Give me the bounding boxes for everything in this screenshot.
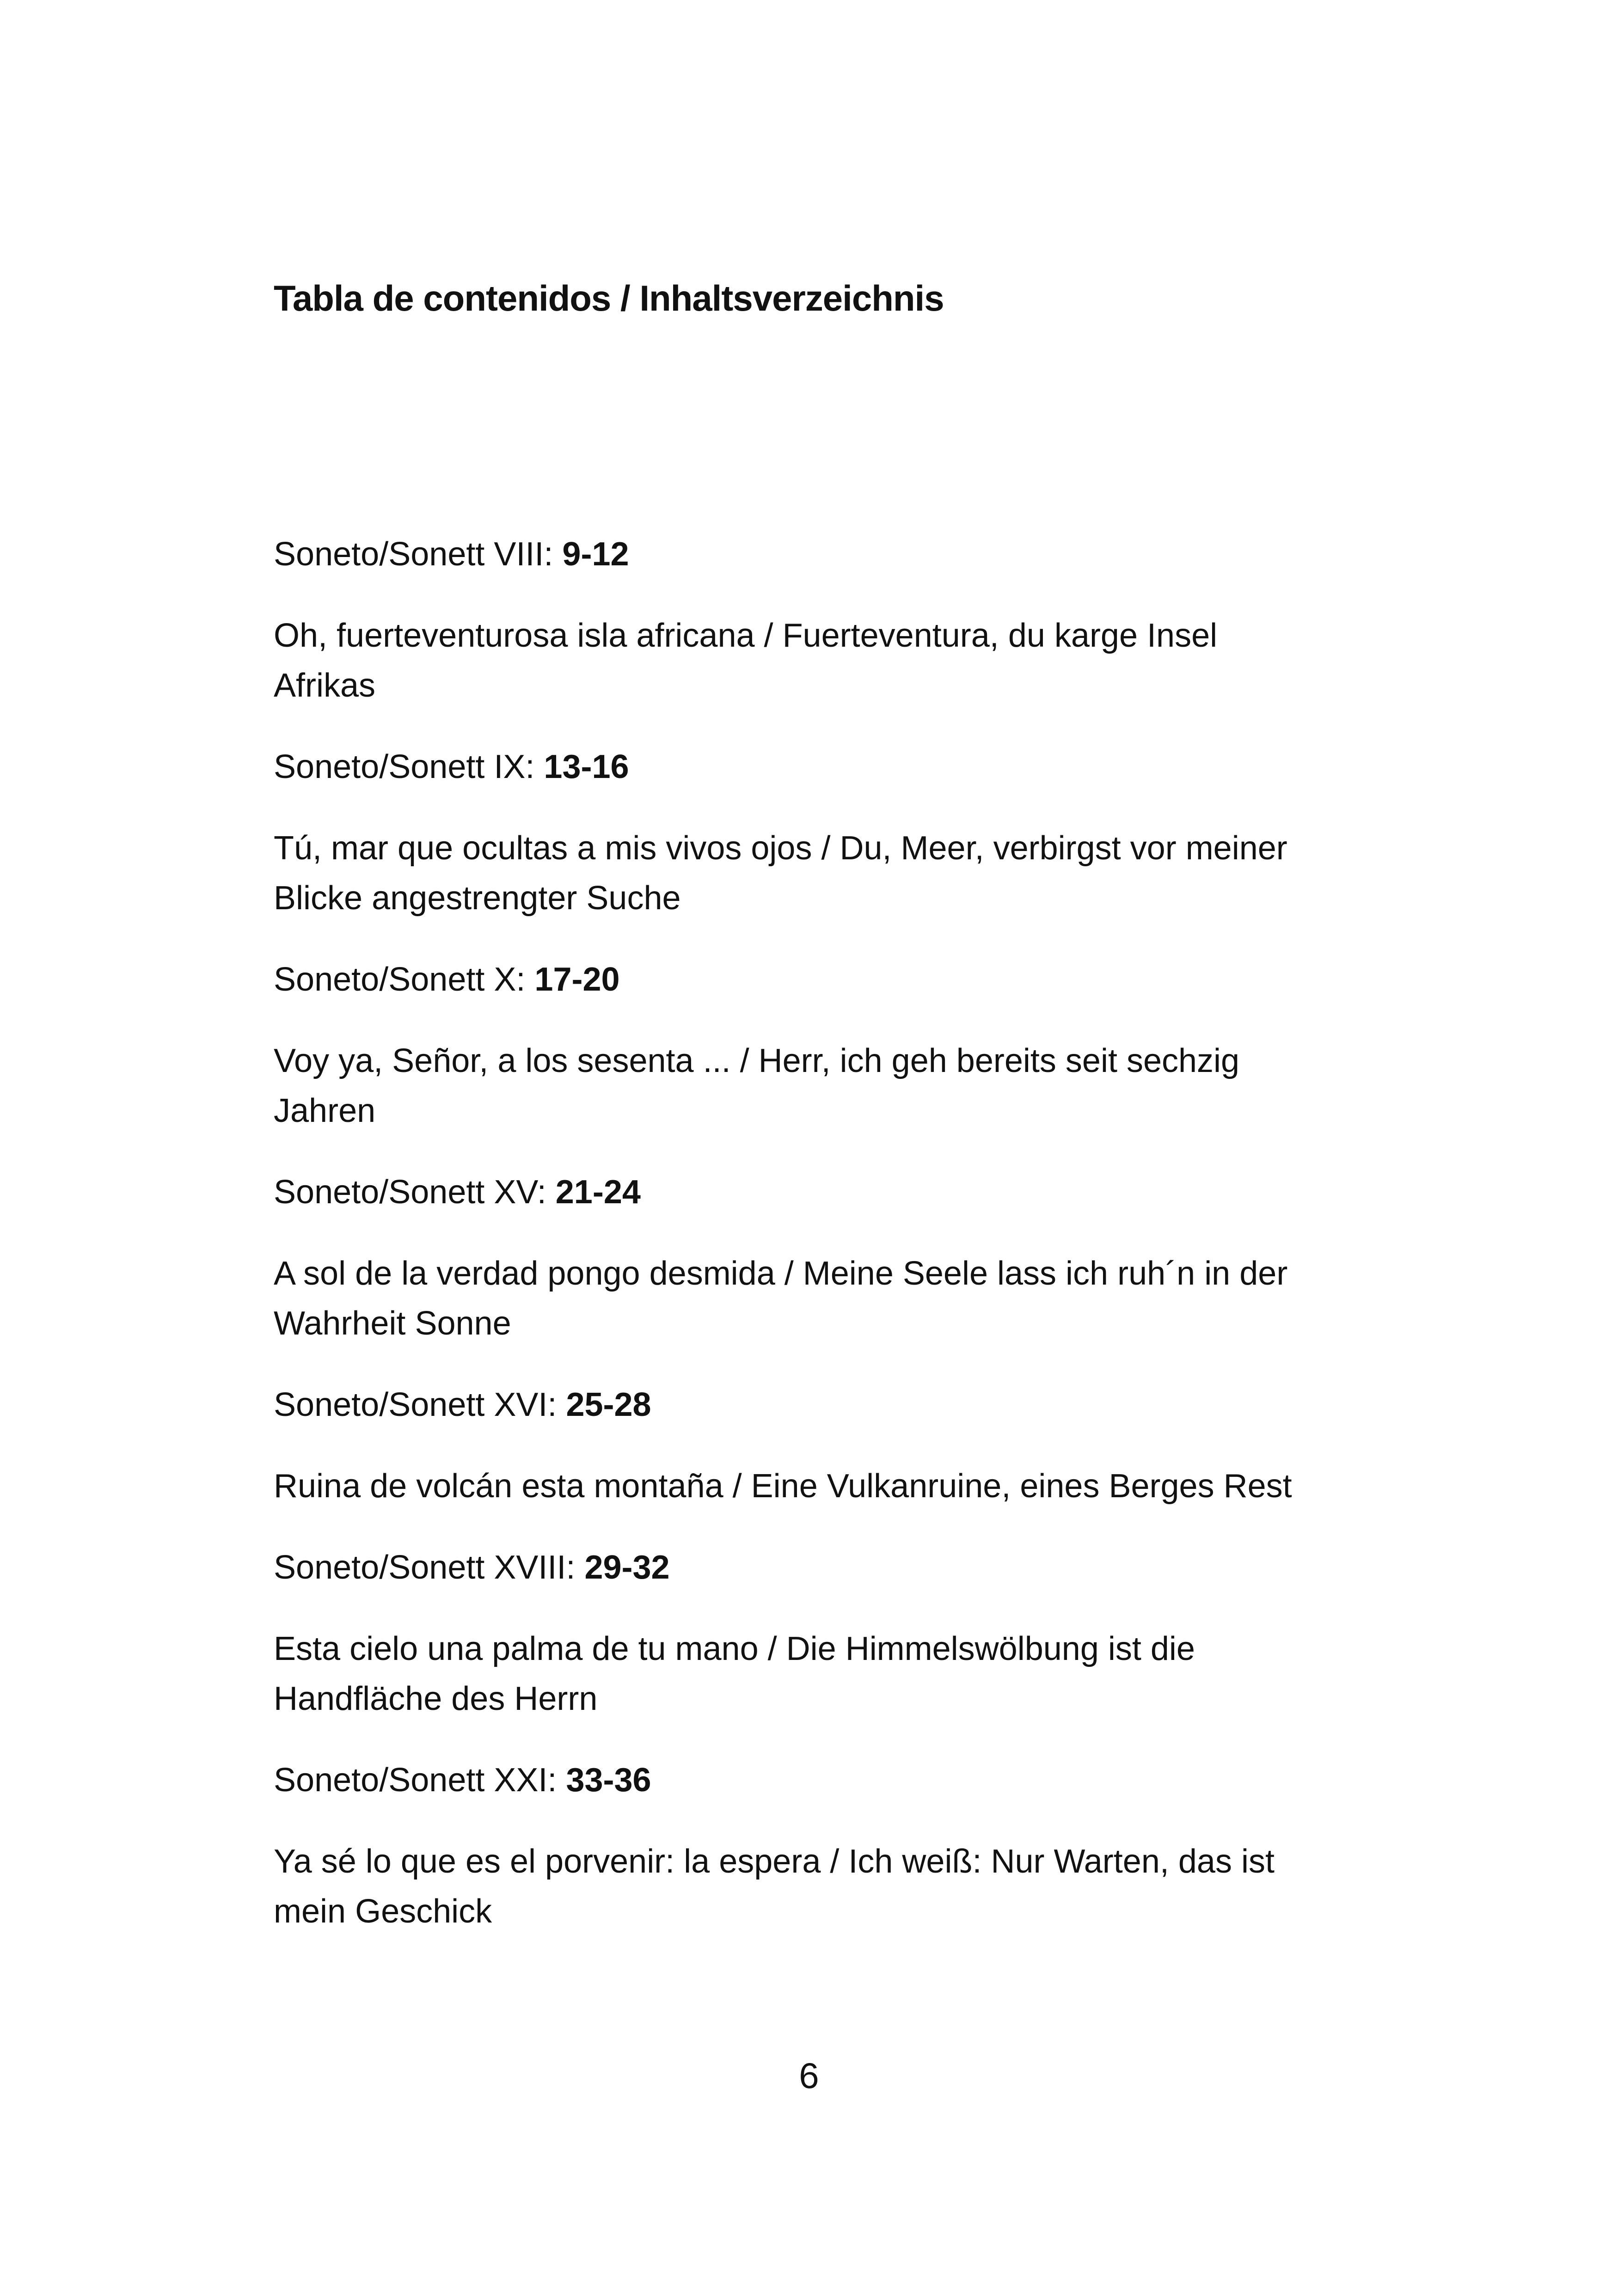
page-range: 9-12 [562,536,629,573]
subtitle-line: Voy ya, Señor, a los sesenta ... / Herr, ich geh bereits seit sechzig [274,1042,1240,1079]
page-range: 21-24 [555,1174,641,1211]
toc-entry-heading [274,1380,1383,1430]
sonnet-label: Soneto/Sonett IX: [274,748,544,785]
subtitle-line: Jahren [274,1092,376,1129]
sonnet-label: Soneto/Sonett XVIII: [274,1549,585,1586]
toc-entry [274,742,1383,923]
sonnet-first-line [274,1249,1383,1348]
page-range: 13-16 [544,748,629,785]
subtitle-line: Afrikas [274,667,376,704]
page-range: 17-20 [534,961,620,998]
subtitle-line: Tú, mar que ocultas a mis vivos ojos / Du, Meer, verbirgst vor meiner [274,830,1287,867]
toc-entry [274,1543,1383,1724]
page-number: 6 [799,2055,819,2096]
toc-entry-heading [274,742,1383,792]
toc-entry [274,1167,1383,1348]
sonnet-label: Soneto/Sonett XVI: [274,1386,566,1423]
subtitle-line: Esta cielo una palma de tu mano / Die Himmelswölbung ist die [274,1630,1195,1667]
subtitle-line: Ruina de volcán esta montaña / Eine Vulkanruine, eines Berges Rest [274,1468,1292,1505]
sonnet-first-line [274,823,1383,923]
toc-entry [274,1755,1383,1936]
sonnet-first-line [274,611,1383,710]
subtitle-line: mein Geschick [274,1893,492,1930]
toc-entry-heading [274,1755,1383,1805]
toc-entry-heading [274,955,1383,1004]
page-range: 33-36 [566,1762,651,1799]
subtitle-line: A sol de la verdad pongo desmida / Meine Seele lass ich ruh´n in der [274,1255,1288,1292]
page-range: 29-32 [584,1549,670,1586]
toc-entry [274,955,1383,1136]
page-range: 25-28 [566,1386,651,1423]
sonnet-label: Soneto/Sonett X: [274,961,535,998]
toc-entry [274,1380,1383,1511]
subtitle-line: Ya sé lo que es el porvenir: la espera / Ich weiß: Nur Warten, das ist [274,1843,1275,1880]
sonnet-label: Soneto/Sonett XXI: [274,1762,566,1799]
subtitle-line: Oh, fuerteventurosa isla africana / Fuerteventura, du karge Insel [274,617,1218,654]
toc-entry-heading [274,1167,1383,1217]
table-of-contents [274,529,1383,1968]
toc-entry-heading [274,1543,1383,1592]
toc-entry-heading [274,529,1383,579]
page-title: Tabla de contenidos / Inhaltsverzeichnis [274,278,944,318]
toc-entry [274,529,1383,710]
subtitle-line: Handfläche des Herrn [274,1680,598,1717]
subtitle-line: Blicke angestrengter Suche [274,880,681,917]
sonnet-label: Soneto/Sonett VIII: [274,536,563,573]
sonnet-first-line [274,1624,1383,1724]
sonnet-first-line [274,1837,1383,1936]
sonnet-first-line [274,1461,1383,1511]
subtitle-line: Wahrheit Sonne [274,1305,511,1342]
sonnet-label: Soneto/Sonett XV: [274,1174,556,1211]
sonnet-first-line [274,1036,1383,1136]
